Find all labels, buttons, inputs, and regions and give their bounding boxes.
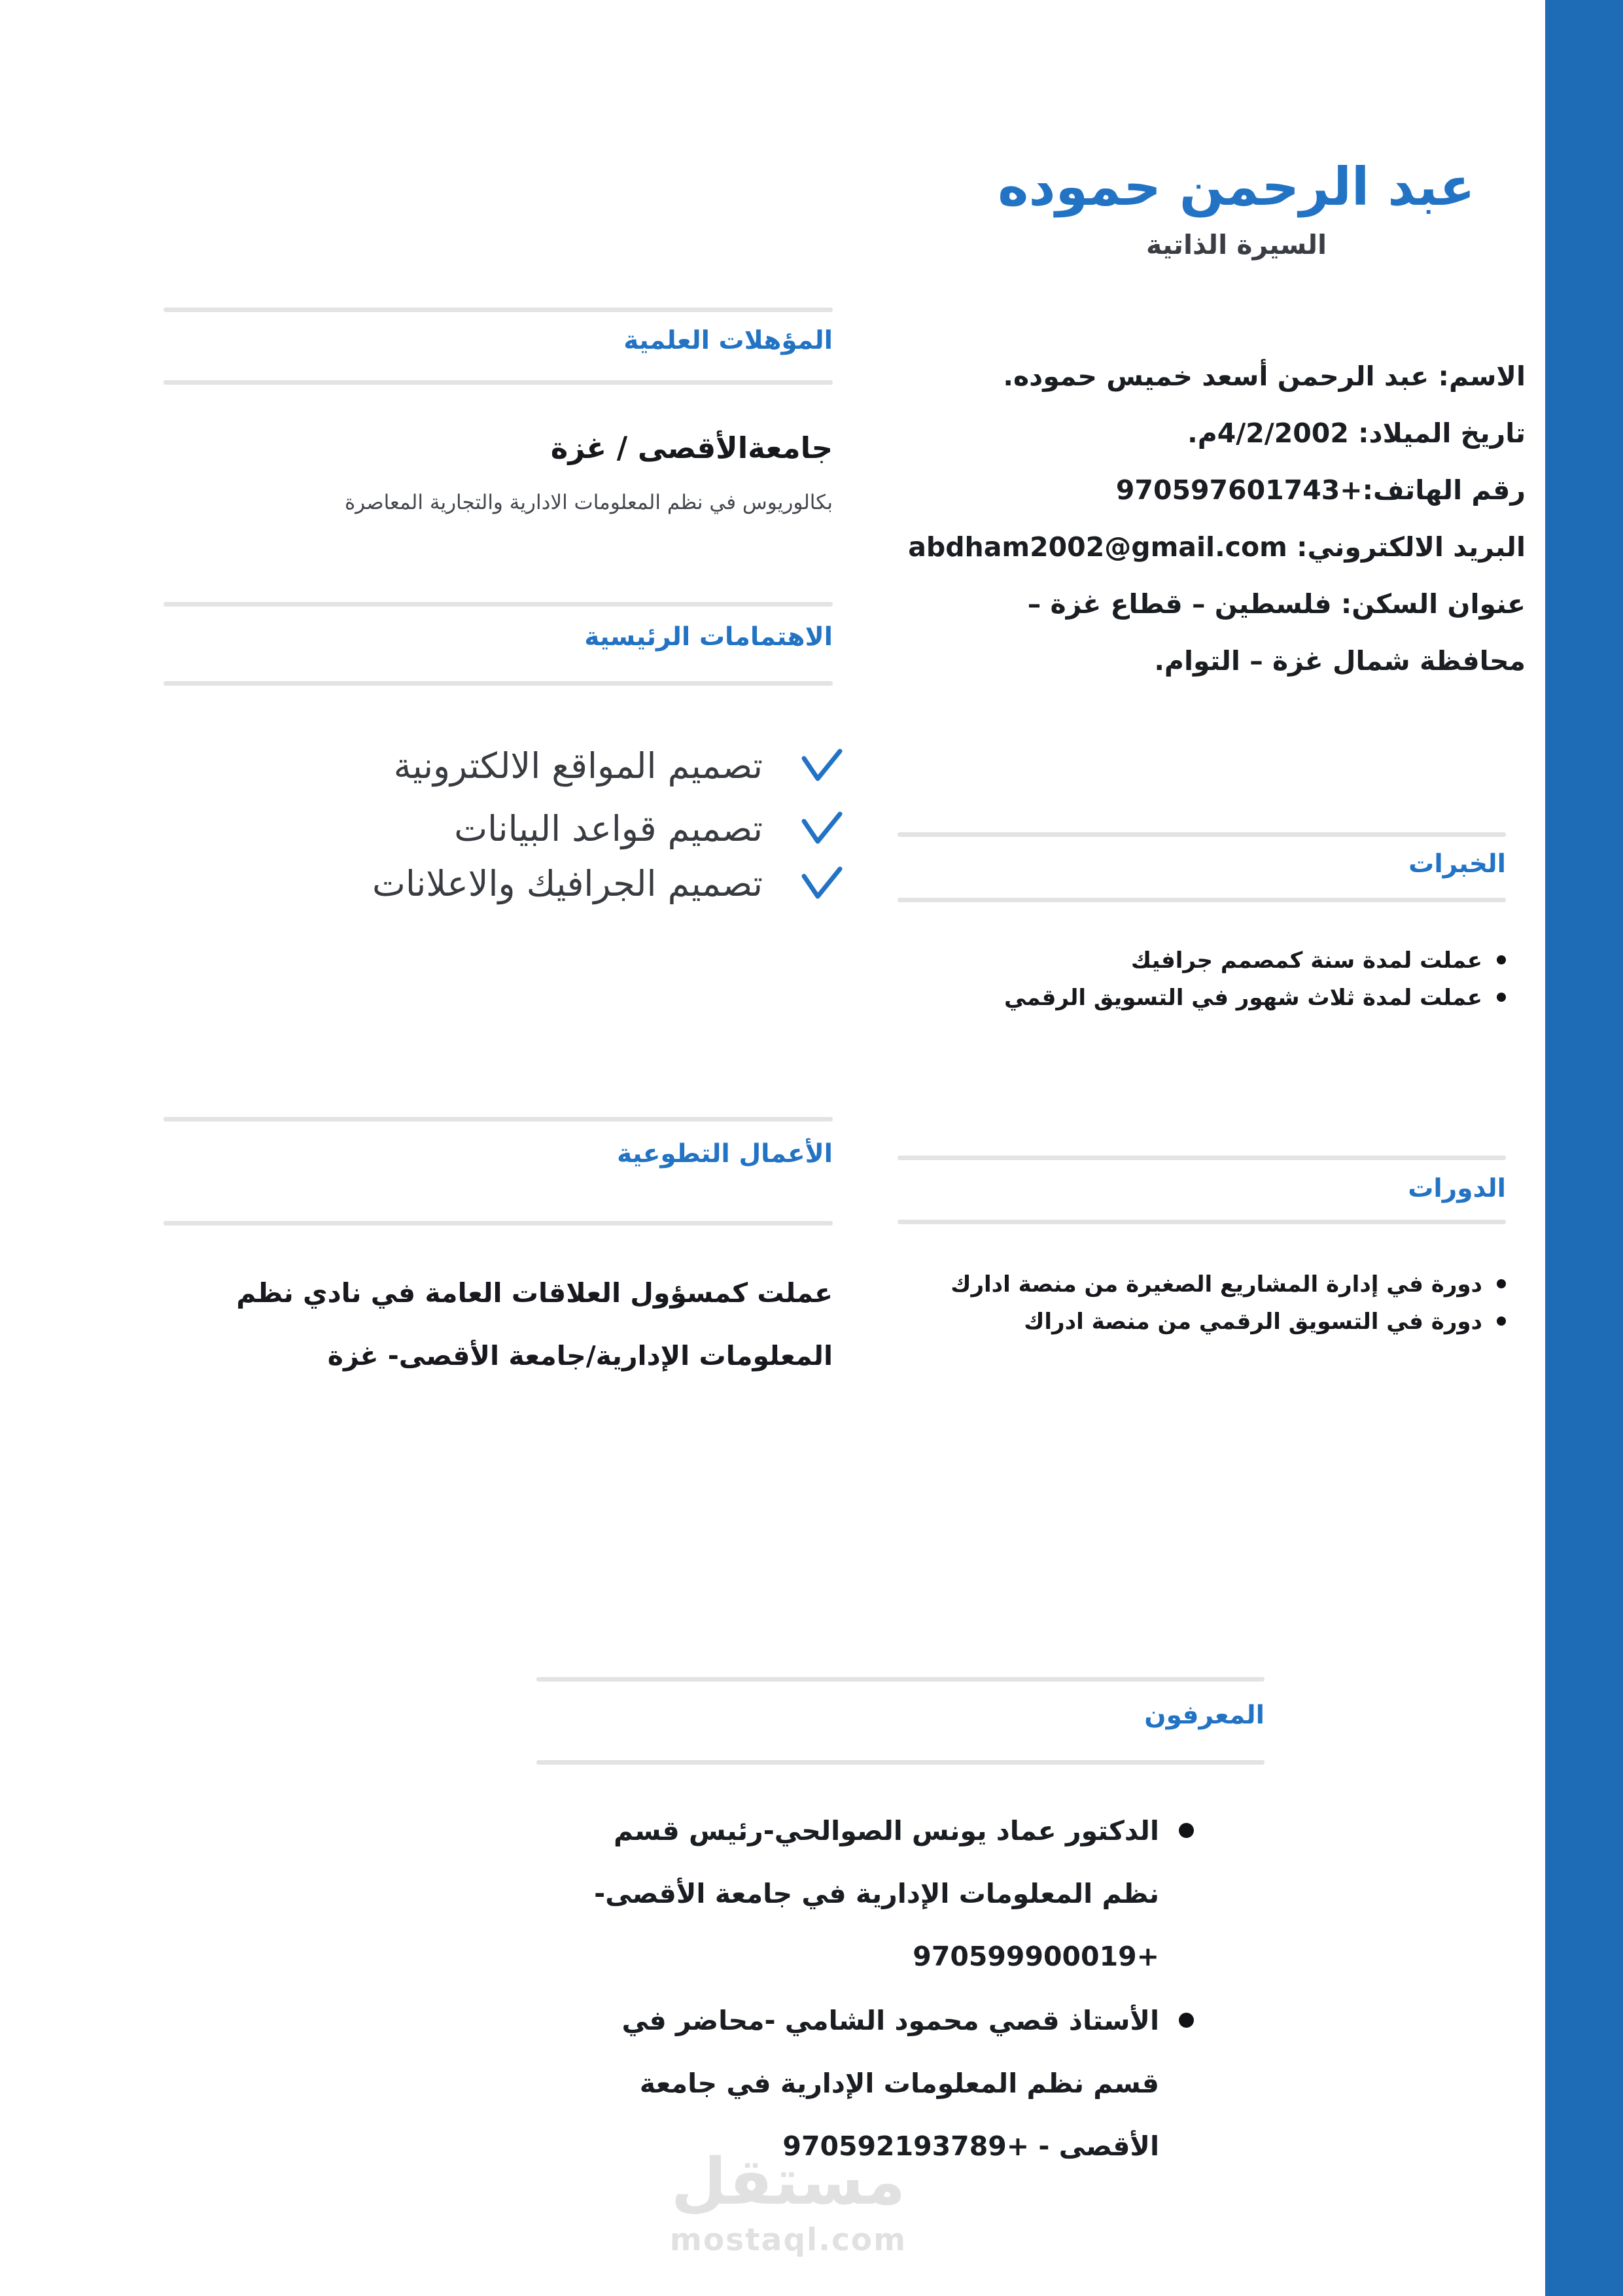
section-title-volunteer: الأعمال التطوعية — [617, 1139, 833, 1169]
bullet-icon — [1497, 955, 1506, 964]
interest-item-label: تصميم المواقع الالكترونية — [393, 745, 763, 786]
references-rule-top — [536, 1677, 1265, 1682]
bullet-icon — [1179, 1823, 1194, 1838]
course-item-label: دورة في التسويق الرقمي من منصة ادراك — [1024, 1309, 1482, 1335]
bullet-icon — [1497, 1279, 1506, 1288]
interest-item — [164, 802, 844, 855]
education-degree: بكالوريوس في نظم المعلومات الادارية والتجارية المعاصرة — [344, 491, 833, 514]
section-title-education: المؤهلات العلمية — [623, 326, 833, 355]
courses-rule-top — [898, 1156, 1506, 1160]
section-title-interests: الاهتمامات الرئيسية — [584, 622, 833, 652]
volunteer-rule-top — [164, 1117, 833, 1122]
right-accent-bar — [1545, 0, 1623, 2296]
reference-line: الدكتور عماد يونس الصوالحي-رئيس قسم — [614, 1815, 1159, 1846]
course-item — [898, 1268, 1506, 1301]
experience-item-label: عملت لمدة سنة كمصمم جرافيك — [1130, 947, 1482, 974]
reference-line: قسم نظم المعلومات الإدارية في جامعة — [639, 2068, 1159, 2099]
personal-info-name: الاسم: عبد الرحمن أسعد خميس حموده. — [1003, 361, 1526, 392]
experience-item-label: عملت لمدة ثلاث شهور في التسويق الرقمي — [1003, 985, 1482, 1011]
course-item-label: دورة في إدارة المشاريع الصغيرة من منصة ادارك — [951, 1271, 1482, 1298]
interest-item-label: تصميم الجرافيك والاعلانات — [372, 862, 763, 904]
personal-info-phone: رقم الهاتف:+970597601743 — [1115, 474, 1526, 506]
reference-line: الأستاذ قصي محمود الشامي -محاضر في — [621, 2005, 1159, 2036]
experience-item — [898, 981, 1506, 1014]
reference-line: نظم المعلومات الإدارية في جامعة الأقصى- — [594, 1878, 1159, 1909]
experience-rule-bottom — [898, 898, 1506, 902]
interests-rule-bottom — [164, 681, 833, 686]
education-rule-bottom — [164, 380, 833, 385]
header — [935, 157, 1537, 260]
course-item — [898, 1305, 1506, 1338]
reference-line: الأقصى - +970592193789 — [782, 2130, 1159, 2162]
personal-info-block — [864, 348, 1526, 690]
section-title-references: المعرفون — [1144, 1701, 1265, 1730]
personal-info-birthdate: تاريخ الميلاد: 4/2/2002م. — [1187, 417, 1526, 449]
personal-info-address-line2: محافظة شمال غزة – التوام. — [1154, 645, 1526, 677]
watermark-domain: mostaql.com — [669, 2222, 907, 2258]
education-university: جامعةالأقصى / غزة — [550, 431, 833, 465]
experience-rule-top — [898, 832, 1506, 837]
personal-info-email: البريد الالكتروني: abdham2002@gmail.com — [908, 531, 1526, 563]
check-icon — [801, 811, 844, 846]
volunteer-rule-bottom — [164, 1221, 833, 1226]
check-icon — [801, 748, 844, 783]
volunteer-text: عملت كمسؤول العلاقات العامة في نادي نظم المعلومات الإدارية/جامعة الأقصى- غزة — [236, 1277, 833, 1371]
personal-info-address-line1: عنوان السكن: فلسطين – قطاع غزة – — [1027, 588, 1526, 620]
interest-item — [164, 857, 844, 910]
reference-item — [458, 1799, 1194, 1988]
section-title-experience: الخبرات — [1408, 849, 1506, 879]
watermark-arabic: مستقل — [671, 2145, 906, 2219]
experience-item — [898, 944, 1506, 977]
check-icon — [801, 866, 844, 901]
bullet-icon — [1497, 993, 1506, 1002]
interest-item — [164, 739, 844, 792]
page-subtitle: السيرة الذاتية — [1145, 229, 1327, 260]
bullet-icon — [1497, 1316, 1506, 1326]
section-title-courses: الدورات — [1408, 1174, 1506, 1203]
reference-line: +970599900019 — [913, 1941, 1159, 1972]
interests-rule-top — [164, 602, 833, 607]
education-rule-top — [164, 308, 833, 312]
references-rule-bottom — [536, 1760, 1265, 1765]
interest-item-label: تصميم قواعد البيانات — [454, 807, 763, 849]
page-title: عبد الرحمن حموده — [998, 156, 1475, 217]
bullet-icon — [1179, 2013, 1194, 2028]
reference-text — [479, 1799, 1159, 1988]
courses-rule-bottom — [898, 1220, 1506, 1224]
